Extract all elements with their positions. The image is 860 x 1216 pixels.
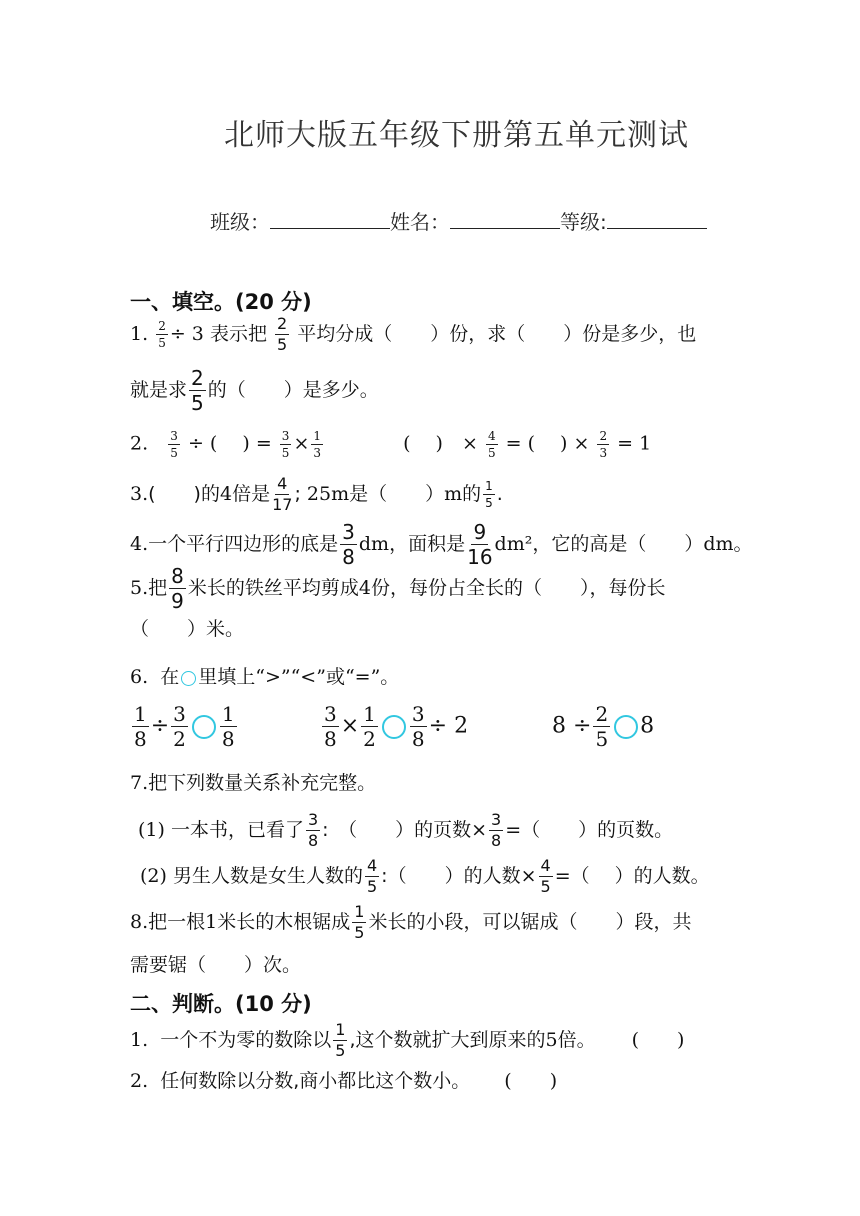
fraction: $\frac{3}{8}$ <box>491 810 502 850</box>
fraction: $\frac{2}{5}$ <box>595 702 609 751</box>
fraction: $\frac{3}{8}$ <box>342 520 355 569</box>
compare-circle-icon <box>181 671 196 686</box>
section-2-heading: 二、判断。(10 分) <box>130 992 312 1016</box>
answer-parentheses[interactable]: ( ) <box>504 1070 558 1092</box>
question-5-line-1: 5.把 $\frac{8}{9}$ 米长的铁丝平均剪成4份，每份占全长的（ ），每份长 <box>130 564 666 613</box>
fraction: $\frac{1}{5}$ <box>354 902 365 942</box>
fraction: $\frac{4}{5}$ <box>366 856 378 896</box>
fraction: $\frac{4}{17}$ <box>272 474 293 514</box>
question-3: 3.( )的4倍是 $\frac{4}{17}$ ; 25m是（ ）m的 $\frac{1}{5}$ . <box>130 474 503 514</box>
answer-circle[interactable] <box>192 715 216 739</box>
fraction: $\frac{1}{8}$ <box>134 702 147 751</box>
question-7-part-1: (1) 一本书，已看了 $\frac{3}{8}$ : （ ）的页数× $\frac{3}{8}$ =（ ）的页数。 <box>138 810 674 850</box>
section-1-heading: 一、填空。(20 分) <box>130 290 312 314</box>
question-4: 4.一个平行四边形的底是 $\frac{3}{8}$ dm，面积是 $\frac{9}{16}$ dm²，它的高是（ ）dm。 <box>130 520 753 569</box>
question-7-part-2: (2) 男生人数是女生人数的 $\frac{4}{5}$ :（ ）的人数× $\frac{4}{5}$ =（ ）的人数。 <box>140 856 710 896</box>
fraction: $\frac{3}{8}$ <box>307 810 319 850</box>
question-1-line-1: 1. $\frac{2}{5}$ ÷ 3 表示把 $\frac{2}{5}$ 平均分成（ ）份，求（ ）份是多少，也 <box>130 314 697 354</box>
compare-expression-3: 8 ÷ $\frac{2}{5}$ 8 <box>552 702 655 751</box>
fraction: $\frac{3}{8}$ <box>411 702 425 751</box>
question-8-line-2: 需要锯（ ）次。 <box>130 954 302 976</box>
class-blank[interactable] <box>270 208 390 229</box>
fraction: $\frac{1}{8}$ <box>221 702 235 751</box>
judge-question-1: 1. 一个不为零的数除以 $\frac{1}{5}$ ,这个数就扩大到原来的5倍。 ( ) <box>130 1020 685 1060</box>
student-info-row <box>210 206 707 235</box>
fraction: $\frac{1}{5}$ <box>335 1020 346 1060</box>
compare-expression-2: $\frac{3}{8}$ × $\frac{1}{2}$ $\frac{3}{8}$ ÷ 2 <box>324 702 469 751</box>
fraction: $\frac{3}{2}$ <box>173 702 186 751</box>
grade-label: 等级: <box>560 210 607 234</box>
question-2: 2. $\frac{3}{5}$ ÷ ( ) = $\frac{3}{5}$ × $\frac{1}{3}$ ( ) × $\frac{4}{5}$ = ( ) × $\frac{2}{3}$ = 1 <box>130 429 652 460</box>
question-7: 7.把下列数量关系补充完整。 <box>130 772 377 794</box>
grade-blank[interactable] <box>607 208 707 229</box>
fraction: $\frac{1}{3}$ <box>313 429 321 460</box>
question-5-line-2: （ ）米。 <box>130 618 245 640</box>
fraction: $\frac{8}{9}$ <box>171 564 184 613</box>
name-label: 姓名： <box>390 210 450 234</box>
answer-circle[interactable] <box>382 715 406 739</box>
fraction: $\frac{2}{3}$ <box>599 429 608 460</box>
fraction: $\frac{9}{16}$ <box>467 520 493 569</box>
fraction: $\frac{2}{5}$ <box>277 314 288 354</box>
answer-parentheses[interactable]: ( ) <box>631 1029 685 1051</box>
fraction: $\frac{2}{5}$ <box>158 319 166 350</box>
question-6-instruction: 6. 在 里填上“>”“<”或“=”。 <box>130 666 400 688</box>
fraction: $\frac{4}{5}$ <box>540 856 551 896</box>
question-8-line-1: 8.把一根1米长的木根锯成 $\frac{1}{5}$ 米长的小段，可以锯成（ ）段，共 <box>130 902 692 942</box>
judge-question-2: 2. 任何数除以分数,商小都比这个数小。 ( ) <box>130 1070 558 1092</box>
question-1-line-2: 就是求 $\frac{2}{5}$ 的（ ）是多少。 <box>130 366 379 415</box>
fraction: $\frac{3}{5}$ <box>281 429 290 460</box>
fraction: $\frac{2}{5}$ <box>191 366 204 415</box>
class-label: 班级： <box>210 210 270 234</box>
compare-expression-1: $\frac{1}{8}$ ÷ $\frac{3}{2}$ $\frac{1}{8}$ <box>134 702 235 751</box>
fraction: $\frac{3}{8}$ <box>324 702 337 751</box>
name-blank[interactable] <box>450 208 560 229</box>
page-title: 北师大版五年级下册第五单元测试 <box>224 118 689 153</box>
fraction: $\frac{1}{5}$ <box>485 479 493 510</box>
fraction: $\frac{4}{5}$ <box>487 429 496 460</box>
fraction: $\frac{1}{2}$ <box>363 702 376 751</box>
fraction: $\frac{3}{5}$ <box>170 429 178 460</box>
answer-circle[interactable] <box>614 715 638 739</box>
